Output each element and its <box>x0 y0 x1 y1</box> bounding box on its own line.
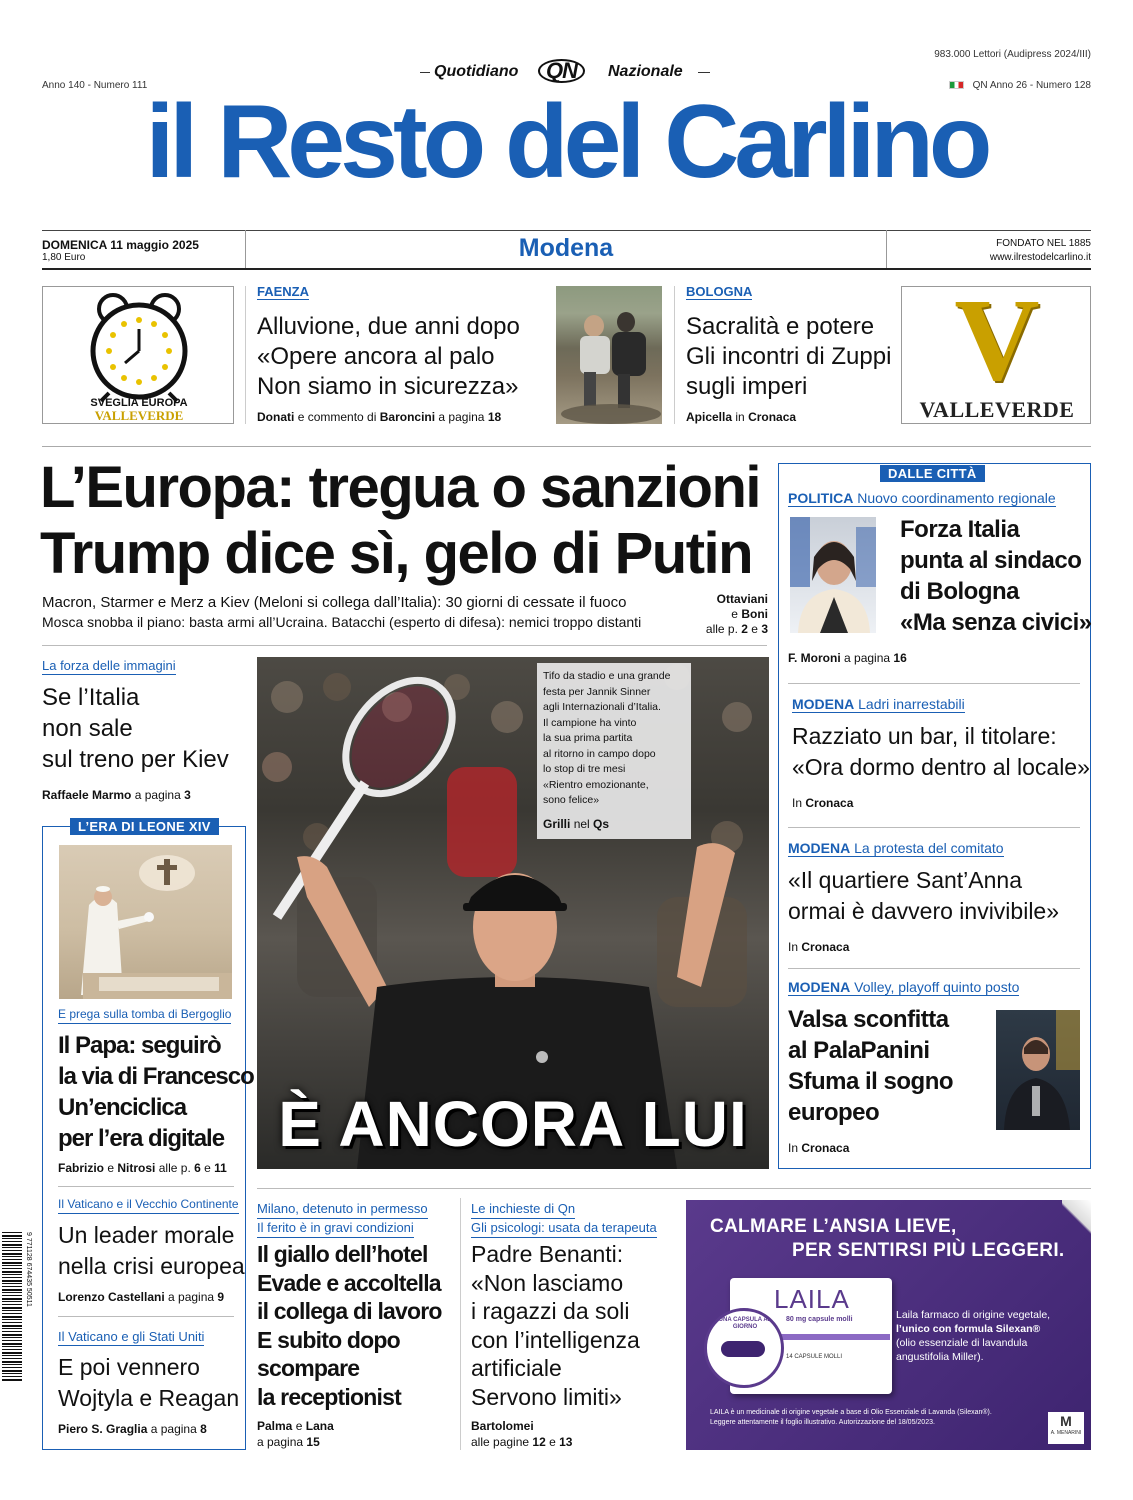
headline-line: non sale <box>42 715 133 742</box>
headline-line: «Non lasciamo <box>471 1269 624 1296</box>
edition-name: Modena <box>518 234 614 262</box>
inchieste-kicker-2: Gli psicologi: usata da terapeuta <box>471 1219 657 1238</box>
faenza-kicker: FAENZA <box>257 284 309 299</box>
laila-pack-count: 14 CAPSULE MOLLI <box>786 1354 843 1360</box>
politica-headline[interactable] <box>900 514 1092 638</box>
headline-line: sul treno per Kiev <box>42 746 229 773</box>
volley-headline[interactable] <box>788 1004 953 1128</box>
vaticano2-credit: Piero S. Graglia a pagina 8 <box>58 1422 207 1436</box>
ladri-credit: In Cronaca <box>792 796 854 810</box>
website[interactable]: www.ilrestodelcarlino.it <box>989 252 1091 263</box>
headline-line: E poi vennero <box>58 1354 200 1380</box>
photo-headline[interactable]: È ANCORA LUI <box>278 1088 748 1160</box>
politica-kicker: POLITICA Nuovo coordinamento regionale <box>788 490 1056 506</box>
vaticano1-headline[interactable] <box>58 1220 245 1282</box>
menarini-logo <box>1048 1412 1084 1444</box>
caption-line: agli Internazionali d’Italia. <box>543 701 661 713</box>
headline-line: con l’intelligenza <box>471 1326 640 1353</box>
caption-line: festa per Jannik Sinner <box>543 685 651 698</box>
comitato-kicker: MODENA La protesta del comitato <box>788 840 1004 856</box>
headline-line: Il giallo dell’hotel <box>257 1241 428 1267</box>
headline-line: la receptionist <box>257 1383 401 1410</box>
headline-line: artificiale <box>471 1355 562 1381</box>
forza-immagini-kicker: La forza delle immagini <box>42 658 176 673</box>
page-curl <box>1062 1200 1091 1240</box>
headline-line: per l’era digitale <box>58 1125 225 1152</box>
valleverde-brand: VALLEVERDE <box>919 397 1075 422</box>
faenza-headline-line: «Opere ancora al palo <box>257 343 495 370</box>
volley-kicker: MODENA Volley, playoff quinto posto <box>788 979 1020 995</box>
laila-fine-line: LAILA è un medicinale di origine vegetale a base di Olio Essenziale di Lavanda (Silexan®). <box>710 1409 992 1416</box>
comitato-credit: In Cronaca <box>788 940 850 954</box>
politician-photo[interactable] <box>790 517 876 633</box>
qn-logo: QN <box>538 59 585 83</box>
headline-line: Un leader morale <box>58 1222 235 1248</box>
headline-line: Forza Italia <box>900 516 1020 543</box>
readers-info <box>934 49 1091 60</box>
bologna-headline-line: Gli incontri di Zuppi <box>686 343 892 370</box>
laila-pack-stripe <box>780 1334 890 1340</box>
vaticano1-credit: Lorenzo Castellani a pagina 9 <box>58 1290 225 1304</box>
capsule-badge-text: UNA CAPSULA AL GIORNO <box>718 1317 772 1330</box>
qn-anno-text: QN Anno 26 - Numero 128 <box>972 80 1091 91</box>
coach-photo[interactable] <box>996 1010 1080 1130</box>
ladri-kicker: MODENA Ladri inarrestabili <box>792 696 965 712</box>
bologna-headline-line: sugli imperi <box>686 373 808 400</box>
photo-caption-box <box>537 663 691 813</box>
headline-line: Il Papa: seguirò <box>58 1032 221 1059</box>
laila-description <box>896 1308 1050 1364</box>
headline-line: Sfuma il sogno <box>788 1068 954 1095</box>
laila-desc-line: l’unico con formula Silexan® <box>896 1323 1041 1335</box>
caption-line: Tifo da stadio e una grande <box>543 670 671 682</box>
leone-tag: L’ERA DI LEONE XIV <box>70 818 219 835</box>
volley-credit: In Cronaca <box>788 1141 850 1155</box>
headline-line: di Bologna <box>900 578 1019 605</box>
headline-line: i ragazzi da soli <box>471 1298 630 1324</box>
laila-fine-line: Leggere attentamente il foglio illustrativo. Autorizzazione del 18/05/2023. <box>710 1419 935 1426</box>
hotel-kicker <box>257 1200 428 1238</box>
hotel-credit: Palma e Lana a pagina 15 <box>257 1419 334 1449</box>
vaticano1-kicker: Il Vaticano e il Vecchio Continente <box>58 1196 239 1214</box>
ladri-headline[interactable] <box>792 721 1090 783</box>
headline-line: «Il quartiere Sant’Anna <box>788 867 1022 893</box>
capsule-badge <box>704 1308 784 1388</box>
hotel-kicker-1: Milano, detenuto in permesso <box>257 1200 428 1219</box>
headline-line: europeo <box>788 1099 880 1126</box>
laila-title-2: PER SENTIRSI PIÙ LEGGERI. <box>792 1240 1065 1261</box>
inchieste-credit: Bartolomei alle pagine 12 e 13 <box>471 1419 573 1449</box>
hotel-kicker-2: Il ferito è in gravi condizioni <box>257 1219 414 1238</box>
sveglia-europa-ad[interactable] <box>42 286 234 424</box>
laila-title-1: CALMARE L’ANSIA LIEVE, <box>710 1216 957 1237</box>
bologna-headline[interactable] <box>686 312 891 402</box>
headline-line: Valsa sconfitta <box>788 1006 949 1033</box>
audipress: (Audipress 2024/III) <box>1003 49 1091 60</box>
headline-line: scompare <box>257 1355 360 1381</box>
headline-line: punta al sindaco <box>900 547 1082 574</box>
headline-line: il collega di lavoro <box>257 1298 442 1324</box>
headline-line: Padre Benanti: <box>471 1241 624 1267</box>
inchieste-kicker-1: Le inchieste di Qn <box>471 1200 575 1219</box>
vaticano2-headline[interactable] <box>58 1352 239 1414</box>
pope-photo[interactable] <box>59 845 232 999</box>
lead-headline-1[interactable]: L’Europa: tregua o sanzioni <box>40 455 761 520</box>
masthead-anno: Anno 140 - Numero 111 <box>42 80 148 91</box>
vaticano2-kicker: Il Vaticano e gli Stati Uniti <box>58 1329 205 1344</box>
barcode <box>2 1232 32 1382</box>
qn-quotidiano: Quotidiano <box>434 63 519 80</box>
politica-credit: F. Moroni a pagina 16 <box>788 651 907 665</box>
laila-desc-line: Laila farmaco di origine vegetale, <box>896 1309 1051 1321</box>
dalle-citta-tag: DALLE CITTÀ <box>880 465 985 482</box>
sinner-photo[interactable] <box>257 657 769 1169</box>
newspaper-title: il Resto del Carlino <box>145 84 988 200</box>
lead-subhead-1: Macron, Starmer e Merz a Kiev (Meloni si collega dall’Italia): 30 giorni di cessate il fuoco <box>42 594 627 611</box>
inchieste-kicker <box>471 1200 657 1238</box>
issue-price: 1,80 Euro <box>42 252 86 263</box>
caption-line: Il campione ha vinto <box>543 716 637 729</box>
issue-date: DOMENICA 11 maggio 2025 <box>42 238 199 252</box>
leone-kicker: E prega sulla tomba di Bergoglio <box>58 1006 231 1024</box>
lead-headline-2[interactable]: Trump dice sì, gelo di Putin <box>40 521 753 586</box>
headline-line: la via di Francesco <box>58 1063 254 1090</box>
headline-line: ormai è davvero invivibile» <box>788 898 1060 924</box>
bologna-kicker: BOLOGNA <box>686 284 753 299</box>
lead-subhead-2: Mosca snobba il piano: basta armi all’Ucraina. Batacchi (esperto di difesa): nemici troppo distanti <box>42 614 642 630</box>
laila-pack-dose: 80 mg capsule molli <box>786 1316 853 1323</box>
faenza-headline[interactable] <box>257 312 520 402</box>
faenza-credit: Donati e commento di Baroncini a pagina 18 <box>257 410 502 424</box>
headline-line: «Ora dormo dentro al locale» <box>792 754 1090 780</box>
caption-line: lo stop di tre mesi <box>543 763 626 775</box>
forza-immagini-credit: Raffaele Marmo a pagina 3 <box>42 788 191 802</box>
headline-line: nella crisi europea <box>58 1253 245 1279</box>
comitato-headline[interactable] <box>788 865 1059 927</box>
menarini-text: A. MENARINI <box>1050 1430 1082 1436</box>
headline-line: Evade e accoltella <box>257 1269 441 1296</box>
caption-line: la sua prima partita <box>543 732 633 744</box>
sveglia-europa-text: SVEGLIA EUROPA <box>90 397 188 409</box>
leone-credit: Fabrizio e Nitrosi alle p. 6 e 11 <box>58 1161 227 1175</box>
laila-desc-line: angustifolia Miller). <box>896 1351 984 1363</box>
capsule-icon <box>721 1341 765 1357</box>
photo-credit-box: Grilli nel Qs <box>537 813 691 839</box>
caption-line: al ritorno in campo dopo <box>543 747 656 760</box>
laila-fine-print <box>710 1408 1050 1428</box>
readers: 983.000 Lettori <box>934 49 1001 60</box>
flood-photo[interactable] <box>556 286 662 424</box>
forza-immagini-headline[interactable] <box>42 682 229 775</box>
faenza-headline-line: Alluvione, due anni dopo <box>257 313 520 340</box>
bologna-headline-line: Sacralità e potere <box>686 313 875 340</box>
lead-credit: Ottaviani e Boni alle p. 2 e 3 <box>705 592 768 636</box>
qn-nazionale: Nazionale <box>608 63 683 80</box>
laila-ad[interactable] <box>686 1200 1091 1450</box>
barcode-digits: 9 771128 674435 50511 <box>25 1232 32 1307</box>
headline-line: Wojtyla e Reagan <box>58 1385 240 1411</box>
laila-desc-line: (olio essenziale di lavandula <box>896 1337 1028 1349</box>
headline-line: Un’enciclica <box>58 1094 187 1121</box>
valleverde-ad[interactable] <box>901 274 1091 424</box>
faenza-headline-line: Non siamo in sicurezza» <box>257 373 519 400</box>
menarini-m-icon: M <box>1060 1413 1072 1429</box>
headline-line: «Ma senza civici» <box>900 609 1092 636</box>
inchieste-headline[interactable] <box>471 1240 640 1411</box>
headline-line: Razziato un bar, il titolare: <box>792 723 1057 749</box>
bologna-credit: Apicella in Cronaca <box>686 410 797 424</box>
hotel-headline[interactable] <box>257 1240 442 1411</box>
caption-line: sono felice» <box>543 794 600 806</box>
valleverde-small: VALLEVERDE <box>94 408 184 423</box>
headline-line: Se l’Italia <box>42 684 140 711</box>
laila-pack-brand: LAILA <box>774 1284 850 1314</box>
headline-line: E subito dopo <box>257 1326 400 1353</box>
valleverde-v-logo: V <box>954 274 1040 405</box>
headline-line: al PalaPanini <box>788 1037 930 1064</box>
founded: FONDATO NEL 1885 <box>996 238 1091 249</box>
headline-line: Servono limiti» <box>471 1383 622 1410</box>
leone-headline[interactable] <box>58 1030 254 1154</box>
caption-line: «Rientro emozionante, <box>543 778 649 791</box>
